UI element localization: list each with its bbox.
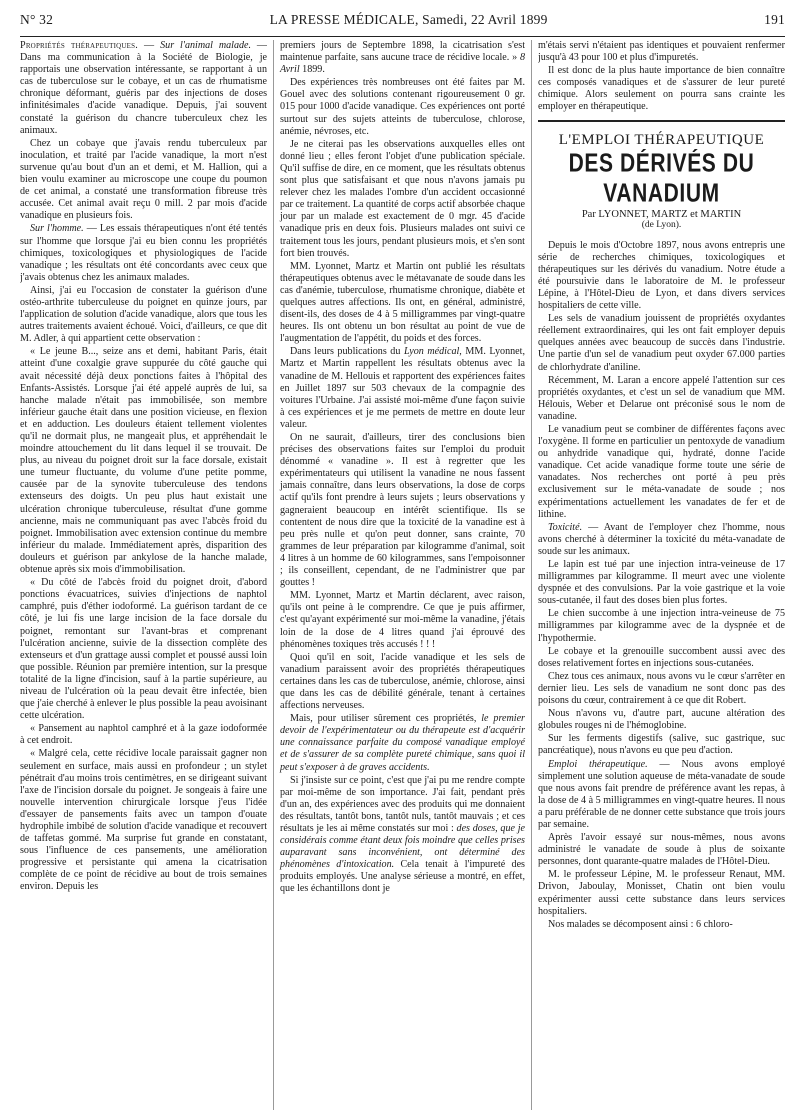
paragraph-text: — Avant de l'employer chez l'homme, nous avons cherché à déterminer la toxicité du méta-vanadate de soude sur les animaux. (538, 521, 785, 557)
date-italic: 8 Avril (280, 52, 525, 76)
paragraph-text: premiers jours de Septembre 1898, la cicatrisation s'est maintenue parfaite, sans aucune trace de récidive locale. » (280, 40, 525, 64)
paragraph (280, 775, 525, 896)
paragraph: Ainsi, j'ai eu l'occasion de constater la guérison d'une ostéo-arthrite tuberculeuse du poignet en quinze jours, par l'application de solution d'acide vanadique, alors que tous les autres traitements avaient échoué. Voici, d'ailleurs, ce que dit M. Adler, à qui appartient cette observation : (20, 284, 267, 345)
text-columns (20, 40, 785, 1110)
paragraph-text: — Nous avons employé simplement une solution aqueuse de méta-vanadate de soude que nous avons fait prendre de préférence avant les repas, à la dose de 4 à 5 milligrammes en vingt-quatre heures. Il nous a paru préférable de ne donner cette substance que trois jours par semaine. (538, 758, 785, 830)
paragraph (538, 759, 785, 832)
paragraph: Après l'avoir essayé sur nous-mêmes, nous avons administré le vanadate de soude à plus de soixante personnes, dont quarante-quatre malades de l'Hôtel-Dieu. (538, 832, 785, 868)
paragraph: « Pansement au naphtol camphré et à la gaze iodoformée à cet endroit. (20, 723, 267, 747)
paragraph-text: Cela tenait à l'impureté des produits employés. Une analyse sérieuse a montré, en effet, que les échantillons dont je (280, 859, 525, 895)
paragraph: « Malgré cela, cette récidive locale paraissait gagner non seulement en surface, mais aussi en profondeur ; un stylet pénétrait d'au moins trois centimètres, en se dirigeant suivant l'axe de l'incision dorsale du poignet. Je songeais à faire une nouvelle intervention chirurgicale lorsque j'eus l'idée d'essayer de pansements faits avec un tampon d'ouate hydrophile imbibé de solution d'acide vanadique et recouvert de taffetas gommé. Ma surprise fut grande en constatant, sous l'influence de ces pansements, une amélioration progressive et persistante qui amena la cicatrisation complète de ce point de récidive au bout de trois semaines environ. Depuis les (20, 748, 267, 893)
section-subtitle: Toxicité. (548, 521, 583, 533)
section-subtitle: Sur l'animal malade. (160, 40, 252, 51)
article-divider (538, 120, 785, 122)
paragraph: Le lapin est tué par une injection intra-veineuse de 17 milligrammes par kilogramme. Il meurt avec une violente dyspnée et des convulsions. Par la voie gastrique et la voie sous-cutanée, il faut des doses bien plus fortes. (538, 559, 785, 607)
section-lead: Propriétés thérapeutiques. — (20, 40, 155, 51)
article-origin: (de Lyon). (641, 219, 682, 230)
paragraph: On ne saurait, d'ailleurs, tirer des conclusions bien précises des observations faites sur l'emploi du produit dénommé « vanadine ». Il est à regretter que les expérimentateurs qui utilisent la vanadine ne nous fassent jamais connaître, dans leurs observations, la dose de corps actif qu'ils font prendre à leurs sujets ; leurs observations y gagneraient beaucoup en intérêt scientifique. Ils se contentent de nous dire que la toxicité de la vanadine est à peu près nulle et qu'on peut donner, sans crainte, 70 grammes de leur préparation par kilogramme d'animal, soit 4 litres à un homme de 60 kilogrammes, sans l'empoisonner ; ils conseillent, cependant, de ne l'administrer que par gouttes ! (280, 432, 525, 589)
paragraph: MM. Lyonnet, Martz et Martin ont publié les résultats thérapeutiques obtenus avec le métavanate de soude dans les cas d'anémie, tuberculose, rhumatisme chronique, diabète et quelques autres affections. Ils ont, en général, administré, disent-ils, des doses de 4 à 5 milligrammes par vingt-quatre heures. Ils ont obtenu un bon résultat au point de vue de l'augmentation de l'appétit, du poids et des forces. (280, 260, 525, 345)
paragraph: Le chien succombe à une injection intra-veineuse de 75 milligrammes par kilogramme avec de la dyspnée et de l'hypothermie. (538, 608, 785, 644)
paragraph (280, 40, 525, 76)
paragraph: « Le jeune B..., seize ans et demi, habitant Paris, était atteint d'une coxalgie grave suppurée du côté gauche qui avait nécessité déjà deux ponctions faites à l'hôpital des Enfants-Assistés. Lorsque j'ai été appelé auprès de lui, sa hanche malade n'était pas immobilisée, son membre inférieur gauche était dans une position vicieuse, en flexion et en adduction. Les douleurs étaient tellement violentes qu'il ne dormait plus, ne mangeait plus, et appréhendait le moindre attouchement du lit dans lequel il se trouvait. De plus, au niveau du poignet droit sur la face dorsale, existait une tumeur fluctuante, du volume d'une petite pomme, causée par de la synovite tuberculeuse des tendons extenseurs des doigts. Un peu plus haut existait une ulcération chronique tuberculeuse, résultat d'une gomme ancienne, mais ne communiquant pas avec l'abcès froid du poignet. Immobilisation avec extension continue du membre inférieur du malade. Immédiatement après, disparition des douleurs et guérison par ankylose de la hanche malade, obtenue après six mois d'immobilisation. (20, 346, 267, 576)
paragraph: Des expériences très nombreuses ont été faites par M. Gouel avec des solutions contenant rigoureusement 0 gr. 015 pour 1000 d'acide vanadique. Ces expériences ont porté surtout sur des sujets atteints de tuberculose, chlorose, anémie, névroses, etc. (280, 77, 525, 137)
paragraph-text: Si j'insiste sur ce point, c'est que j'ai pu me rendre compte par moi-même de son importance. J'ai fait, pendant près d'un an, des expériences avec des produits qui me donnaient des résultats, tantôt bons, tantôt nuls, tantôt mauvais ; et ces résultats je les ai même constatés sur moi : (280, 774, 525, 834)
paragraph: Récemment, M. Laran a encore appelé l'attention sur ces propriétés oxydantes, et c'est un sel de vanadium que MM. Hélouis, Weber et Delarue ont préconisé sous le nom de vanadine. (538, 374, 785, 422)
journal-title: LA PRESSE MÉDICALE, Samedi, 22 Avril 1899 (269, 12, 548, 27)
paragraph (280, 713, 525, 773)
column-middle (273, 40, 532, 1110)
paragraph: Chez tous ces animaux, nous avons vu le cœur s'arrêter en dernier lieu. Les sels de vanadium ne sont donc pas des poisons du cœur, contrairement à ce que dit Robert. (538, 670, 785, 707)
column-right (538, 40, 785, 1110)
paragraph: Chez un cobaye que j'avais rendu tuberculeux par inoculation, et traité par l'acide vanadique, la mort n'est survenue qu'au bout d'un an et demi, et M. Hallion, qui a bien voulu examiner au microscope une coupe du poumon de cet animal, a constaté une transformation fibreuse très accusée. Cet animal avait reçu 0 mill. 2 par mois d'acide vanadique en plusieurs fois. (20, 137, 267, 222)
emphasis-text: des doses, que je considérais comme étant deux fois moindre que celles prises auparavant sans inconvénient, ont déterminé des phénomènes d'intoxication. (280, 823, 525, 871)
paragraph: Depuis le mois d'Octobre 1897, nous avons entrepris une série de recherches chimiques, toxicologiques et thérapeutiques sur les dérivés du vanadium. Notre étude a été poursuivie dans le laboratoire de M. le professeur Lépine, à l'Hôtel-Dieu de Lyon, et dans divers services hospitaliers de cette ville. (538, 239, 785, 312)
paragraph (20, 40, 267, 137)
paragraph: Le vanadium peut se combiner de différentes façons avec l'oxygène. Il forme en particulier un pentoxyde de vanadium ou anhydride vanadique qui, hydraté, donne l'acide vanadique. Cet acide vanadique forme toute une série de vanadates. Nos recherches ont porté à peu près exclusivement sur le méta-vanadate de soude ; nos expérimentations actuellement les vanadates de fer et de lithine. (538, 423, 785, 520)
paragraph-text: 1899. (299, 64, 325, 76)
page-header (20, 12, 785, 37)
paragraph: Nos malades se décomposent ainsi : 6 chloro- (548, 918, 733, 930)
issue-number: N° 32 (20, 12, 54, 27)
paragraph: m'étais servi n'étaient pas identiques et pouvaient renfermer jusqu'à 43 pour 100 et plus d'impuretés. (538, 40, 785, 64)
paragraph-text: MM. Lyonnet, Martz et Martin rappellent les résultats obtenus avec la vanadine de M. Hellouis et rapportent des expériences faites en Juillet 1897 sur 503 chevaux de la compagnie des voitures l'Urbaine. J'ai assisté moi-même d'une façon suivie à ces expériences et je me permets de mettre en doute leur valeur. (280, 346, 525, 430)
paragraph-text: — Dans ma communication à la Société de Biologie, je rapportais une observation intéressante, se rapportant à un cas de tuberculose sur le cobaye, et un cas de rhumatisme chronique déformant, guéris par des injections de doses infinitésimales d'acide vanadique. Depuis, j'ai souvent constaté la guérison du chancre tuberculeux chez les animaux. (20, 40, 267, 136)
page-number: 191 (764, 12, 785, 27)
paragraph (538, 522, 785, 558)
paragraph: Nous n'avons vu, d'autre part, aucune altération des globules rouges ni de l'hémoglobine. (538, 708, 785, 732)
paragraph-text: — Les essais thérapeutiques n'ont été tentés sur l'homme que lorsque j'ai eu bien connu les propriétés chimiques, toxicologiques et physiologiques de l'acide vanadique ; les résultats ont été concordants avec ceux que j'avais obtenus chez les animaux malades. (20, 223, 267, 283)
article-byline: Par LYONNET, MARTZ et MARTIN (581, 208, 742, 220)
article-kicker: L'EMPLOI THÉRAPEUTIQUE (558, 131, 765, 148)
paragraph: Les sels de vanadium jouissent de propriétés oxydantes réellement extraordinaires, qui les ont fait employer depuis quelques années avec beaucoup de succès dans l'industrie. Une partie d'un sel de vanadium peut oxyder 67.000 parties de chlorhydrate d'aniline. (538, 313, 785, 373)
paragraph: Le cobaye et la grenouille succombent aussi avec des doses relativement fortes en injections sous-cutanées. (538, 645, 785, 669)
journal-reference: Lyon médical, (403, 346, 462, 358)
paragraph (280, 346, 525, 431)
emphasis-text: le premier devoir de l'expérimentateur ou du thérapeute est d'acquérir une connaissance parfaite du composé vanadique employé et de s'assurer de sa complète pureté chimique, sans quoi il peut s'exposer à de graves accidents. (280, 713, 525, 773)
paragraph: Il est donc de la plus haute importance de bien connaître ces composés vanadiques et de s'assurer de leur pureté chimique. Alors seulement on pourra sans crainte les employer en thérapeutique. (538, 65, 785, 113)
section-subtitle: Emploi thérapeutique. (548, 758, 648, 770)
paragraph (20, 223, 267, 283)
paragraph-text: Dans leurs publications du (290, 346, 404, 358)
paragraph: MM. Lyonnet, Martz et Martin déclarent, avec raison, qu'ils ont peine à le comprendre. Ce que je puis affirmer, c'est qu'ayant expérimenté sur moi-même la vanadine, j'étais loin de la dose de 4 litres quand j'ai éprouvé des phénomènes toxiques très accusés ! ! ! (280, 590, 525, 650)
paragraph-text: Mais, pour utiliser sûrement ces propriétés, (290, 713, 482, 725)
article-title: DES DÉRIVÉS DU VANADIUM (568, 148, 755, 208)
paragraph: Sur les ferments digestifs (salive, suc gastrique, suc pancréatique), nous n'avons eu que peu d'action. (538, 733, 785, 757)
paragraph: Je ne citerai pas les observations auxquelles elles ont donné lieu ; elles feront l'objet d'une publication spéciale. Qu'il suffise de dire, en ce moment, que les résultats obtenus sont plus que satisfaisant et que nous n'avons jamais pu relever chez les malades l'ombre d'un accident occasionné par ce traitement. La quantité de corps actif absorbée chaque jour par un malade est exactement de 0 mgr. 45 d'acide vanadique pris en deux fois. Plusieurs malades ont suivi ce traitement tous les jours, pendant plusieurs mois, et s'en sont fort bien trouvés. (280, 138, 525, 259)
section-subtitle: Sur l'homme. (30, 223, 84, 235)
paragraph: Quoi qu'il en soit, l'acide vanadique et les sels de vanadium paraissent avoir des propriétés thérapeutiques certaines dans les cas de tuberculose, anémie, chlorose, ainsi que dans les cas de débilité générale, tenant à certaines affections nerveuses. (280, 651, 525, 712)
paragraph: « Du côté de l'abcès froid du poignet droit, d'abord ponctions évacuatrices, suivies d'injections de naphtol camphré, puis d'éther iodoformé. La guérison tardant de ce côté, je lui fis une large incision de la face dorsale du poignet, remontant sur l'avant-bras et comprenant l'ulcération ancienne, suivie de la dissection complète des extenseurs et d'un grattage aussi complet et poussé aussi loin que possible. Réunion par première intention, sur la presque totalité de la ligne d'incision, sauf à la partie supérieure, au niveau de l'ulcération où la peau devait être infectée, bien que j'aie cherché à enlever le plus possible la peau avoisinant cette ulcération. (20, 577, 267, 722)
paragraph: M. le professeur Lépine, M. le professeur Renaut, MM. Drivon, Jaboulay, Monisset, Chatin ont bien voulu expérimenter aussi cette substance dans leurs services hospitaliers. (538, 869, 785, 917)
column-left (20, 40, 267, 1110)
